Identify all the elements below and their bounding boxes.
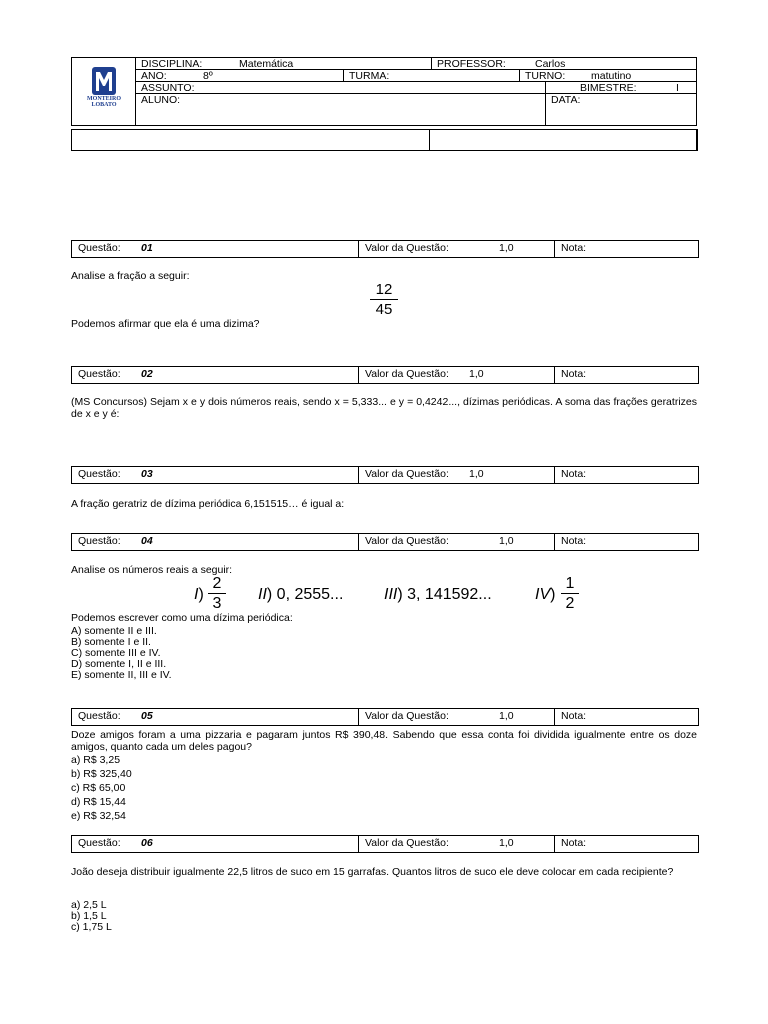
question-01-fraction [370,281,398,318]
ano-label: ANO: [141,70,167,82]
option: b) R$ 325,40 [71,768,132,780]
turno-label: TURNO: [525,70,566,82]
option: a) R$ 3,25 [71,754,121,766]
question-05-header [71,708,699,726]
questao-label: Questão: [78,468,121,480]
question-value: 1,0 [469,468,484,480]
question-number: 01 [141,242,153,254]
turma-label: TURMA: [349,70,390,82]
question-02-header [71,366,699,384]
item-ii: II) 0, 2555... [258,586,344,603]
questao-label: Questão: [78,368,121,380]
fraction-denominator: 3 [212,595,222,612]
questao-label: Questão: [78,242,121,254]
option: E) somente II, III e IV. [71,669,172,681]
fraction-denominator: 2 [565,595,575,612]
question-number: 02 [141,368,153,380]
question-04-intro: Analise os números reais a seguir: [71,564,233,576]
questao-label: Questão: [78,837,121,849]
nota-label: Nota: [561,368,587,380]
question-value: 1,0 [499,837,514,849]
logo-text-line2: LOBATO [91,102,117,108]
option: c) 1,75 L [71,921,112,933]
school-logo [85,66,123,112]
option: B) somente I e II. [71,636,151,648]
valor-label: Valor da Questão: [365,710,449,722]
question-01-intro: Analise a fração a seguir: [71,270,190,282]
question-06-header [71,835,699,853]
option: d) R$ 15,44 [71,796,126,808]
option: C) somente III e IV. [71,647,161,659]
item-i-label: I) [194,586,204,603]
question-value: 1,0 [499,535,514,547]
valor-label: Valor da Questão: [365,368,449,380]
assunto-label: ASSUNTO: [141,82,195,94]
fraction-denominator: 45 [375,301,393,318]
logo-mark-icon [85,66,123,96]
option: A) somente II e III. [71,625,157,637]
ano-value: 8º [203,70,213,82]
fraction-numerator: 1 [565,575,575,592]
question-03-text: A fração geratriz de dízima periódica 6,151515… é igual a: [71,498,345,510]
question-value: 1,0 [499,710,514,722]
bimestre-label: BIMESTRE: [580,82,637,94]
questao-label: Questão: [78,710,121,722]
fraction-numerator: 12 [375,281,393,298]
disciplina-value: Matemática [239,58,294,70]
question-number: 05 [141,710,153,722]
aluno-label: ALUNO: [141,94,181,106]
item-iv-fraction [561,575,579,612]
logo-text-line1: MONTEIRO [86,96,121,102]
questao-label: Questão: [78,535,121,547]
option: D) somente I, II e III. [71,658,167,670]
question-05-text: Doze amigos foram a uma pizzaria e pagaram juntos R$ 390,48. Sabendo que essa conta foi dividida igualmente entre os doze amigos, quanto cada um deles pagou? [71,729,697,753]
question-02-text: (MS Concursos) Sejam x e y dois números reais, sendo x = 5,333... e y = 0,4242..., dízimas periódicas. A soma das frações geratrizes de x e y é: [71,396,697,420]
item-i-fraction [208,575,226,612]
item-iii: III) 3, 141592... [384,586,492,603]
question-number: 04 [141,535,153,547]
nota-label: Nota: [561,468,587,480]
data-label: DATA: [551,94,581,106]
option: e) R$ 32,54 [71,810,126,822]
valor-label: Valor da Questão: [365,535,449,547]
question-04-question: Podemos escrever como uma dízima periódica: [71,612,293,624]
nota-label: Nota: [561,710,587,722]
item-iv-label: IV) [535,586,556,603]
question-value: 1,0 [469,368,484,380]
valor-label: Valor da Questão: [365,837,449,849]
question-01-header [71,240,699,258]
nota-label: Nota: [561,242,587,254]
question-number: 06 [141,837,153,849]
nota-label: Nota: [561,837,587,849]
professor-label: PROFESSOR: [437,58,506,70]
nota-label: Nota: [561,535,587,547]
blank-box [71,129,698,151]
question-01-question: Podemos afirmar que ela é uma dizima? [71,318,260,330]
question-04-header [71,533,699,551]
option: a) 2,5 L [71,899,107,911]
bimestre-value: I [676,82,679,94]
question-value: 1,0 [499,242,514,254]
valor-label: Valor da Questão: [365,468,449,480]
turno-value: matutino [591,70,632,82]
option: b) 1,5 L [71,910,107,922]
valor-label: Valor da Questão: [365,242,449,254]
header-divider [135,57,136,126]
question-number: 03 [141,468,153,480]
professor-value: Carlos [535,58,566,70]
option: c) R$ 65,00 [71,782,126,794]
question-03-header [71,466,699,484]
fraction-numerator: 2 [212,575,222,592]
disciplina-label: DISCIPLINA: [141,58,203,70]
question-06-text: João deseja distribuir igualmente 22,5 litros de suco em 15 garrafas. Quantos litros de suco ele deve colocar em cada recipiente? [71,866,674,878]
